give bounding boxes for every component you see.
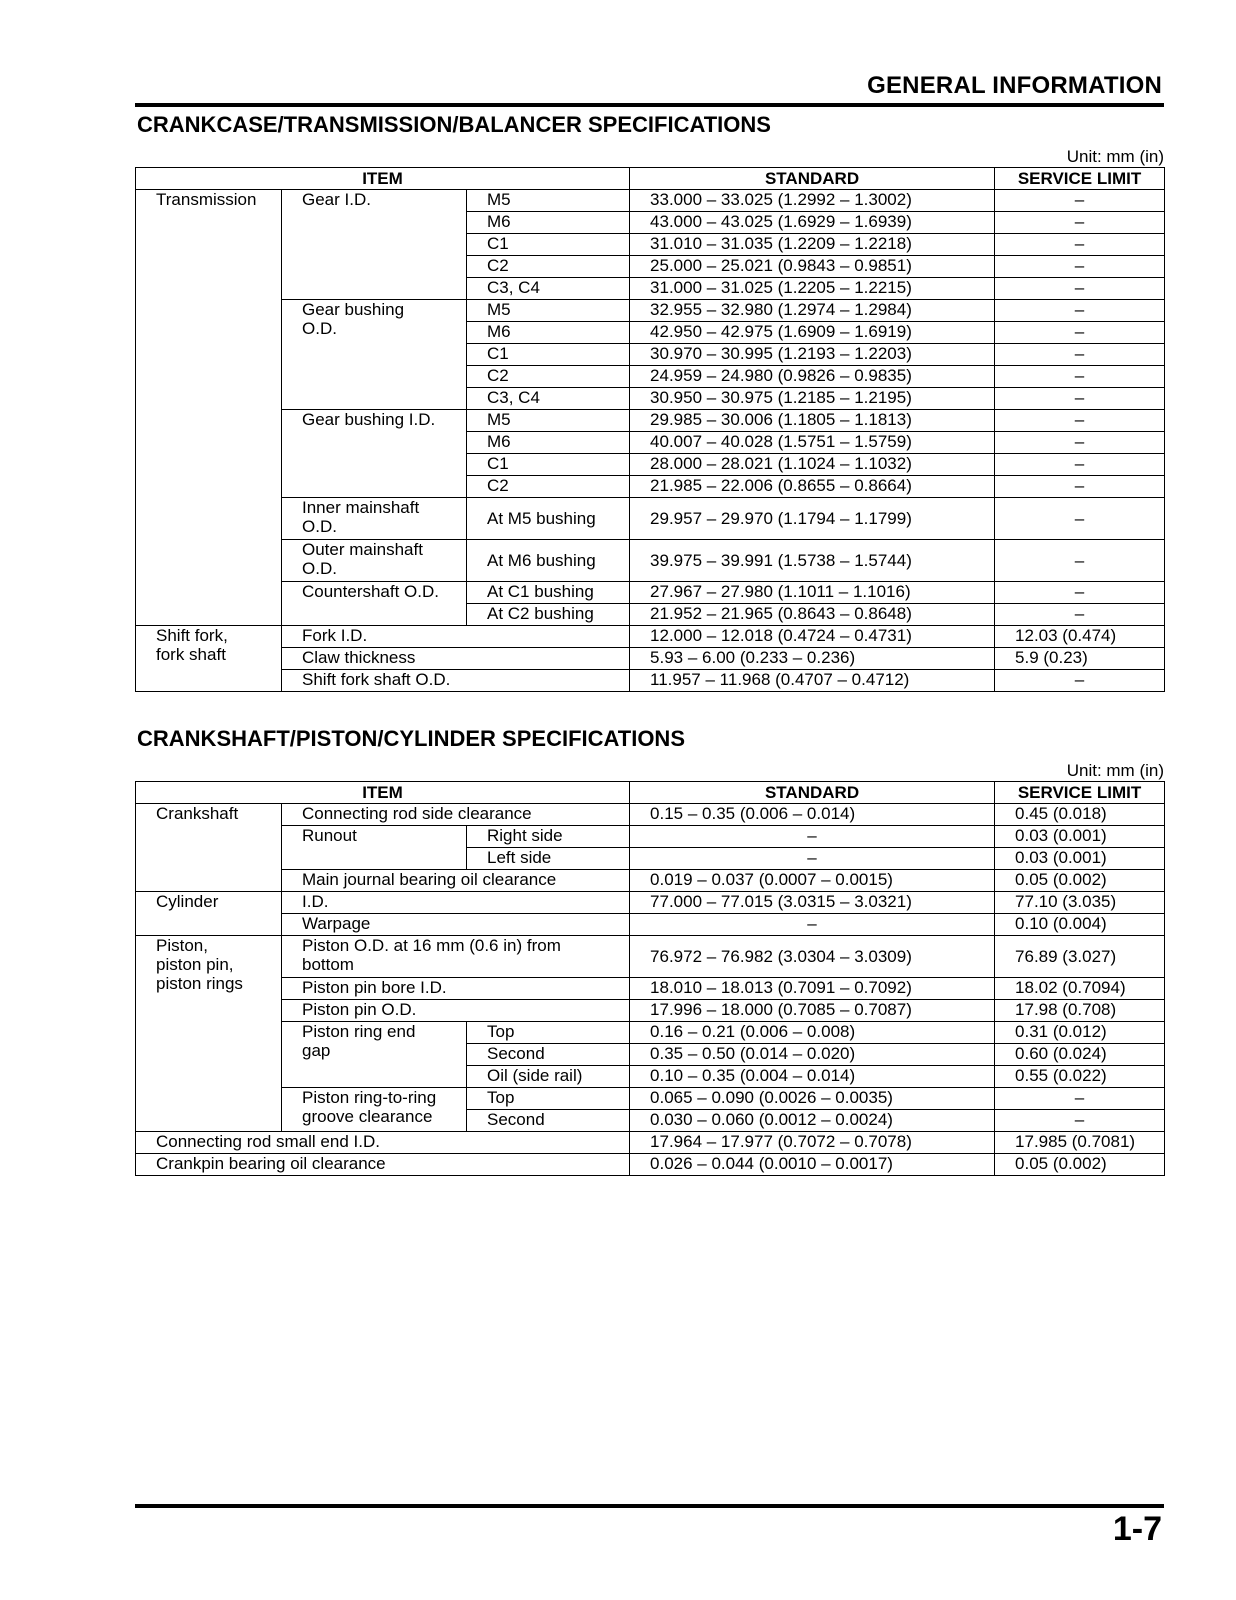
sub-item-detail: M6 — [467, 322, 630, 344]
table-row — [136, 914, 1165, 936]
service-limit-value: 0.03 (0.001) — [995, 826, 1165, 848]
service-limit-value: 0.05 (0.002) — [995, 1154, 1165, 1176]
standard-value: 0.35 – 0.50 (0.014 – 0.020) — [630, 1044, 995, 1066]
service-limit-value: – — [995, 300, 1165, 322]
standard-value: 18.010 – 18.013 (0.7091 – 0.7092) — [630, 978, 995, 1000]
table-row — [136, 300, 1165, 322]
service-limit-value: 18.02 (0.7094) — [995, 978, 1165, 1000]
service-limit-value: – — [995, 670, 1165, 692]
section-title-crankcase: CRANKCASE/TRANSMISSION/BALANCER SPECIFICATIONS — [137, 112, 771, 137]
group-label-shift-fork: Shift fork, fork shaft — [136, 626, 282, 692]
sub-item: Gear bushing I.D. — [282, 410, 467, 498]
table-row — [136, 1022, 1165, 1044]
standard-value: 17.996 – 18.000 (0.7085 – 0.7087) — [630, 1000, 995, 1022]
table-row — [136, 582, 1165, 604]
service-limit-value: – — [995, 476, 1165, 498]
sub-item: Shift fork shaft O.D. — [282, 670, 630, 692]
service-limit-value: – — [995, 212, 1165, 234]
header-rule — [135, 103, 1164, 107]
sub-item: Runout — [282, 826, 467, 870]
sub-item: Outer mainshaft O.D. — [282, 540, 467, 582]
sub-item-detail: M6 — [467, 432, 630, 454]
col-header-item: ITEM — [136, 782, 630, 804]
sub-item-detail: At C1 bushing — [467, 582, 630, 604]
standard-value: 5.93 – 6.00 (0.233 – 0.236) — [630, 648, 995, 670]
sub-item-detail: C1 — [467, 234, 630, 256]
col-header-standard: STANDARD — [630, 782, 995, 804]
sub-item-detail: Right side — [467, 826, 630, 848]
standard-value: 0.030 – 0.060 (0.0012 – 0.0024) — [630, 1110, 995, 1132]
header-title: GENERAL INFORMATION — [867, 72, 1162, 99]
sub-item: Piston pin O.D. — [282, 1000, 630, 1022]
service-limit-value: – — [995, 366, 1165, 388]
service-limit-value: 17.985 (0.7081) — [995, 1132, 1165, 1154]
service-limit-value: – — [995, 1110, 1165, 1132]
service-limit-value: – — [995, 234, 1165, 256]
sub-item: Inner mainshaft O.D. — [282, 498, 467, 540]
sub-item: Gear I.D. — [282, 190, 467, 300]
standard-value: 21.952 – 21.965 (0.8643 – 0.8648) — [630, 604, 995, 626]
sub-item: Main journal bearing oil clearance — [282, 870, 630, 892]
table-row — [136, 498, 1165, 540]
table-row — [136, 936, 1165, 978]
standard-value: 77.000 – 77.015 (3.0315 – 3.0321) — [630, 892, 995, 914]
standard-value: 31.010 – 31.035 (1.2209 – 1.2218) — [630, 234, 995, 256]
service-limit-value: 0.45 (0.018) — [995, 804, 1165, 826]
sub-item-detail: C1 — [467, 344, 630, 366]
group-label-crankshaft: Crankshaft — [136, 804, 282, 892]
sub-item: Piston ring-to-ring groove clearance — [282, 1088, 467, 1132]
sub-item-detail: M6 — [467, 212, 630, 234]
service-limit-value: – — [995, 190, 1165, 212]
table-row — [136, 1132, 1165, 1154]
standard-value: 12.000 – 12.018 (0.4724 – 0.4731) — [630, 626, 995, 648]
col-header-standard: STANDARD — [630, 168, 995, 190]
sub-item-detail: C2 — [467, 476, 630, 498]
standard-value: 27.967 – 27.980 (1.1011 – 1.1016) — [630, 582, 995, 604]
sub-item-detail: C3, C4 — [467, 278, 630, 300]
standard-value: 24.959 – 24.980 (0.9826 – 0.9835) — [630, 366, 995, 388]
standard-value: 21.985 – 22.006 (0.8655 – 0.8664) — [630, 476, 995, 498]
standard-value: 0.019 – 0.037 (0.0007 – 0.0015) — [630, 870, 995, 892]
table-row — [136, 410, 1165, 432]
col-header-service-limit: SERVICE LIMIT — [995, 168, 1165, 190]
table-row — [136, 804, 1165, 826]
sub-item-detail: C2 — [467, 366, 630, 388]
service-limit-value: – — [995, 498, 1165, 540]
table-header-row — [136, 168, 1165, 190]
service-limit-value: 0.31 (0.012) — [995, 1022, 1165, 1044]
sub-item-detail: M5 — [467, 300, 630, 322]
standard-value: 0.10 – 0.35 (0.004 – 0.014) — [630, 1066, 995, 1088]
service-limit-value: 77.10 (3.035) — [995, 892, 1165, 914]
crankshaft-spec-table — [135, 781, 1165, 1176]
sub-item: Piston O.D. at 16 mm (0.6 in) from bottom — [282, 936, 630, 978]
sub-item-detail: At C2 bushing — [467, 604, 630, 626]
group-label-cylinder: Cylinder — [136, 892, 282, 936]
sub-item: Piston ring end gap — [282, 1022, 467, 1088]
sub-item-detail: Second — [467, 1110, 630, 1132]
standard-value: – — [630, 914, 995, 936]
standard-value: 29.957 – 29.970 (1.1794 – 1.1799) — [630, 498, 995, 540]
table-row — [136, 670, 1165, 692]
service-limit-value: 0.60 (0.024) — [995, 1044, 1165, 1066]
service-limit-value: – — [995, 256, 1165, 278]
group-label-transmission: Transmission — [136, 190, 282, 626]
sub-item: Warpage — [282, 914, 630, 936]
sub-item: I.D. — [282, 892, 630, 914]
standard-value: 0.15 – 0.35 (0.006 – 0.014) — [630, 804, 995, 826]
standard-value: 76.972 – 76.982 (3.0304 – 3.0309) — [630, 936, 995, 978]
service-limit-value: 0.55 (0.022) — [995, 1066, 1165, 1088]
sub-item-detail: M5 — [467, 410, 630, 432]
sub-item-detail: At M6 bushing — [467, 540, 630, 582]
service-limit-value: – — [995, 540, 1165, 582]
group-label-conrod-small-end: Connecting rod small end I.D. — [136, 1132, 630, 1154]
unit-label-crankcase: Unit: mm (in) — [1066, 147, 1164, 166]
standard-value: 33.000 – 33.025 (1.2992 – 1.3002) — [630, 190, 995, 212]
standard-value: 28.000 – 28.021 (1.1024 – 1.1032) — [630, 454, 995, 476]
standard-value: 30.950 – 30.975 (1.2185 – 1.2195) — [630, 388, 995, 410]
unit-label-crankshaft: Unit: mm (in) — [1066, 761, 1164, 780]
sub-item-detail: At M5 bushing — [467, 498, 630, 540]
sub-item: Connecting rod side clearance — [282, 804, 630, 826]
standard-value: 39.975 – 39.991 (1.5738 – 1.5744) — [630, 540, 995, 582]
sub-item-detail: Second — [467, 1044, 630, 1066]
standard-value: 29.985 – 30.006 (1.1805 – 1.1813) — [630, 410, 995, 432]
sub-item: Fork I.D. — [282, 626, 630, 648]
crankcase-spec-table — [135, 167, 1165, 692]
sub-item: Claw thickness — [282, 648, 630, 670]
service-limit-value: – — [995, 432, 1165, 454]
standard-value: 30.970 – 30.995 (1.2193 – 1.2203) — [630, 344, 995, 366]
group-label-piston: Piston, piston pin, piston rings — [136, 936, 282, 1132]
sub-item-detail: Top — [467, 1022, 630, 1044]
col-header-item: ITEM — [136, 168, 630, 190]
section-title-crankshaft: CRANKSHAFT/PISTON/CYLINDER SPECIFICATIONS — [137, 726, 685, 751]
standard-value: 32.955 – 32.980 (1.2974 – 1.2984) — [630, 300, 995, 322]
service-limit-value: 0.10 (0.004) — [995, 914, 1165, 936]
standard-value: 0.026 – 0.044 (0.0010 – 0.0017) — [630, 1154, 995, 1176]
sub-item: Piston pin bore I.D. — [282, 978, 630, 1000]
standard-value: 42.950 – 42.975 (1.6909 – 1.6919) — [630, 322, 995, 344]
table-row — [136, 1088, 1165, 1110]
table-row — [136, 892, 1165, 914]
sub-item: Countershaft O.D. — [282, 582, 467, 626]
standard-value: 40.007 – 40.028 (1.5751 – 1.5759) — [630, 432, 995, 454]
table-row — [136, 826, 1165, 848]
group-label-crankpin-clearance: Crankpin bearing oil clearance — [136, 1154, 630, 1176]
service-limit-value: 5.9 (0.23) — [995, 648, 1165, 670]
table-row — [136, 540, 1165, 582]
standard-value: 17.964 – 17.977 (0.7072 – 0.7078) — [630, 1132, 995, 1154]
standard-value: – — [630, 848, 995, 870]
service-limit-value: 0.03 (0.001) — [995, 848, 1165, 870]
service-limit-value: – — [995, 604, 1165, 626]
service-limit-value: – — [995, 582, 1165, 604]
table-row — [136, 626, 1165, 648]
service-limit-value: – — [995, 410, 1165, 432]
service-limit-value: – — [995, 454, 1165, 476]
service-limit-value: – — [995, 278, 1165, 300]
service-limit-value: 0.05 (0.002) — [995, 870, 1165, 892]
sub-item-detail: Top — [467, 1088, 630, 1110]
sub-item-detail: Oil (side rail) — [467, 1066, 630, 1088]
service-limit-value: 76.89 (3.027) — [995, 936, 1165, 978]
standard-value: 0.065 – 0.090 (0.0026 – 0.0035) — [630, 1088, 995, 1110]
standard-value: 43.000 – 43.025 (1.6929 – 1.6939) — [630, 212, 995, 234]
page-number: 1-7 — [1112, 1510, 1162, 1548]
standard-value: 31.000 – 31.025 (1.2205 – 1.2215) — [630, 278, 995, 300]
sub-item: Gear bushing O.D. — [282, 300, 467, 410]
table-row — [136, 1154, 1165, 1176]
table-row — [136, 870, 1165, 892]
service-limit-value: – — [995, 388, 1165, 410]
service-limit-value: – — [995, 1088, 1165, 1110]
footer-rule — [135, 1504, 1164, 1508]
sub-item-detail: C2 — [467, 256, 630, 278]
table-row — [136, 190, 1165, 212]
service-limit-value: – — [995, 322, 1165, 344]
table-header-row — [136, 782, 1165, 804]
standard-value: 25.000 – 25.021 (0.9843 – 0.9851) — [630, 256, 995, 278]
standard-value: – — [630, 826, 995, 848]
col-header-service-limit: SERVICE LIMIT — [995, 782, 1165, 804]
standard-value: 0.16 – 0.21 (0.006 – 0.008) — [630, 1022, 995, 1044]
table-row — [136, 1000, 1165, 1022]
standard-value: 11.957 – 11.968 (0.4707 – 0.4712) — [630, 670, 995, 692]
table-row — [136, 648, 1165, 670]
sub-item-detail: Left side — [467, 848, 630, 870]
service-limit-value: – — [995, 344, 1165, 366]
service-limit-value: 12.03 (0.474) — [995, 626, 1165, 648]
sub-item-detail: C3, C4 — [467, 388, 630, 410]
sub-item-detail: M5 — [467, 190, 630, 212]
table-row — [136, 978, 1165, 1000]
sub-item-detail: C1 — [467, 454, 630, 476]
service-limit-value: 17.98 (0.708) — [995, 1000, 1165, 1022]
